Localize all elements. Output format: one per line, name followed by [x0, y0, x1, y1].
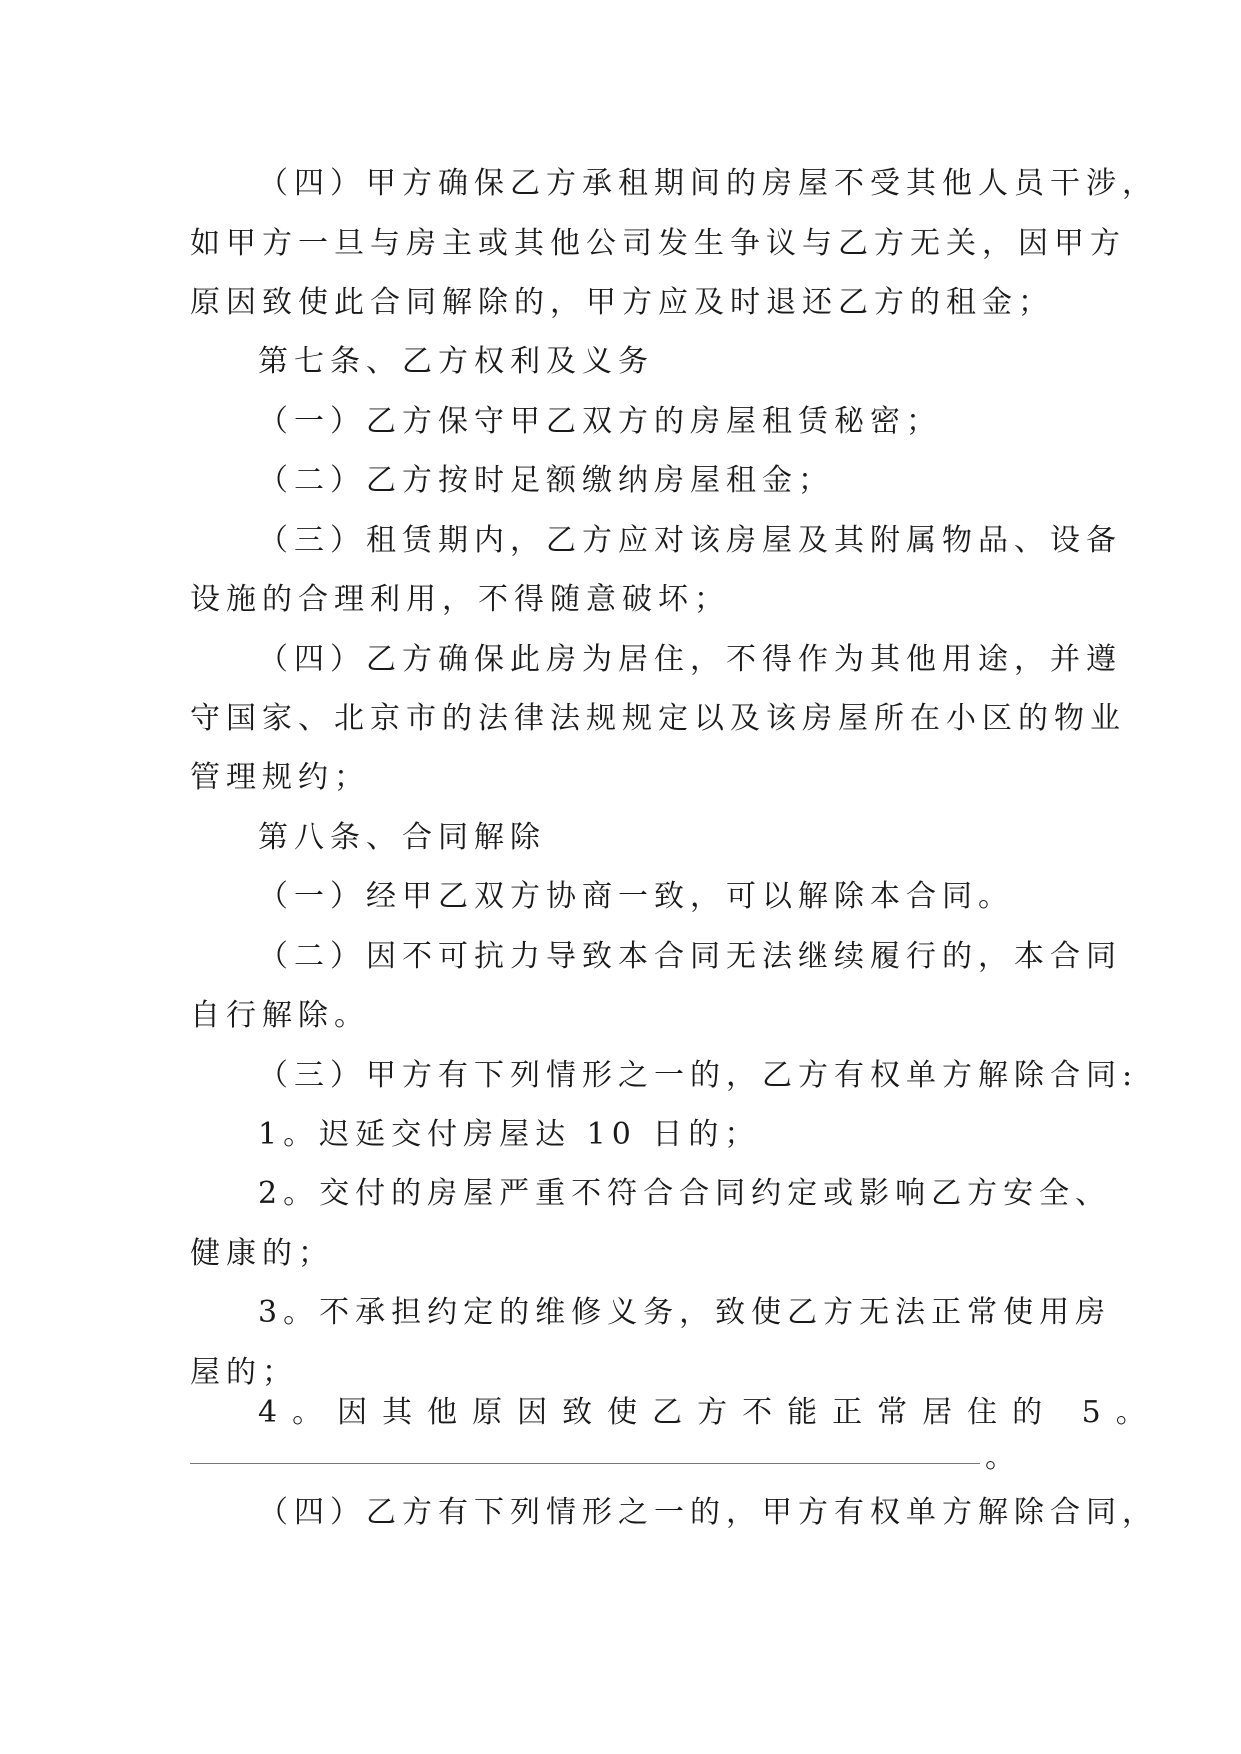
text-line: 守国家、北京市的法律法规规定以及该房屋所在小区的物业 — [190, 701, 1126, 736]
fill-in-blank-line — [190, 1463, 980, 1464]
text-line: （一）经甲乙双方协商一致，可以解除本合同。 — [258, 879, 1014, 914]
text-line: （二）因不可抗力导致本合同无法继续履行的，本合同 — [258, 939, 1122, 974]
blank-end-mark: 。 — [985, 1440, 1015, 1475]
text-line: 设施的合理利用，不得随意破坏； — [190, 582, 730, 617]
text-line: （三）租赁期内，乙方应对该房屋及其附属物品、设备 — [258, 523, 1122, 558]
text-line: （一）乙方保守甲乙双方的房屋租赁秘密； — [258, 404, 942, 439]
article-heading: 第七条、乙方权利及义务 — [258, 344, 654, 379]
text-line: （四）乙方有下列情形之一的，甲方有权单方解除合同， — [258, 1495, 1158, 1530]
text-line: 自行解除。 — [190, 998, 370, 1033]
text-line: （四）乙方确保此房为居住，不得作为其他用途，并遵 — [258, 642, 1122, 677]
text-line: 如甲方一旦与房主或其他公司发生争议与乙方无关，因甲方 — [190, 226, 1126, 261]
text-line: 2。交付的房屋严重不符合合同约定或影响乙方安全、 — [258, 1176, 1112, 1211]
text-line: 屋的； — [190, 1355, 298, 1390]
text-line: （二）乙方按时足额缴纳房屋租金； — [258, 463, 834, 498]
text-line: （四）甲方确保乙方承租期间的房屋不受其他人员干涉， — [258, 166, 1158, 201]
text-line: （三）甲方有下列情形之一的，乙方有权单方解除合同: — [258, 1058, 1139, 1093]
text-line: 原因致使此合同解除的，甲方应及时退还乙方的租金； — [190, 285, 1054, 320]
text-line: 3。不承担约定的维修义务，致使乙方无法正常使用房 — [258, 1295, 1112, 1330]
text-line: 管理规约； — [190, 760, 370, 795]
text-line: 健康的； — [190, 1236, 334, 1271]
text-line: 1。迟延交付房屋达 10 日的； — [258, 1117, 761, 1152]
article-heading: 第八条、合同解除 — [258, 820, 546, 855]
text-line: 4。因其他原因致使乙方不能正常居住的 5。 — [258, 1395, 1161, 1430]
